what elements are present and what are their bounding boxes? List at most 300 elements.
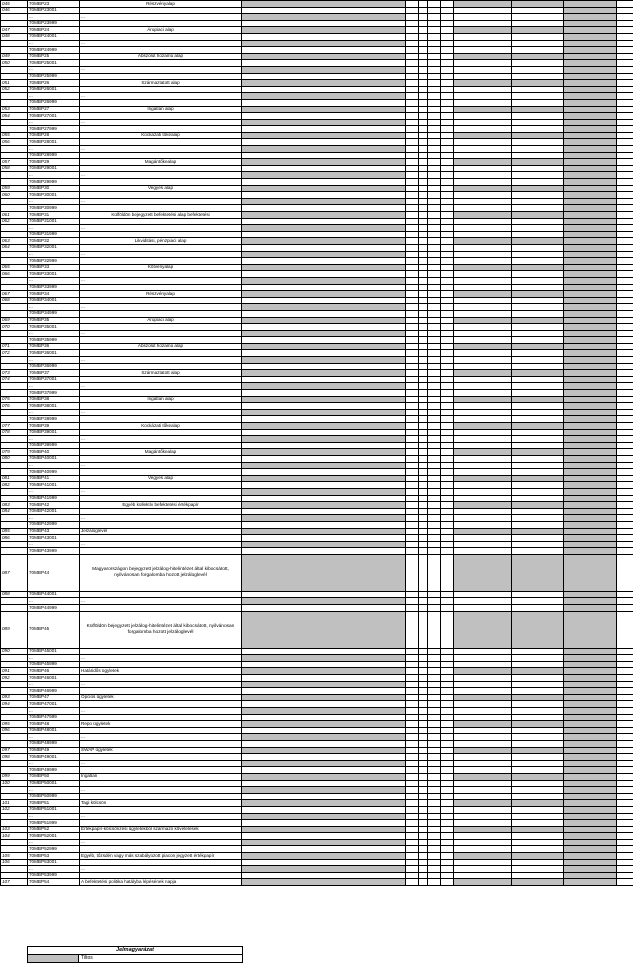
cell-d xyxy=(441,681,454,688)
cell-h xyxy=(617,879,633,886)
row-description: ... xyxy=(80,708,242,715)
cell-d xyxy=(441,528,454,535)
cell-e xyxy=(454,159,512,166)
table-row xyxy=(1,611,633,648)
table-row xyxy=(1,238,633,245)
cell-f xyxy=(512,740,564,747)
cell-e xyxy=(454,205,512,212)
cell-main xyxy=(242,159,406,166)
cell-h xyxy=(617,370,633,377)
cell-e xyxy=(454,701,512,708)
cell-g xyxy=(564,747,617,754)
cell-e xyxy=(454,225,512,232)
cell-a xyxy=(406,20,419,27)
cell-b xyxy=(419,820,428,827)
cell-main xyxy=(242,244,406,251)
cell-e xyxy=(454,93,512,100)
cell-b xyxy=(419,225,428,232)
cell-b xyxy=(419,403,428,410)
cell-g xyxy=(564,866,617,873)
cell-d xyxy=(441,264,454,271)
row-number: 074 xyxy=(1,376,28,383)
table-row xyxy=(1,225,633,232)
row-number: 077 xyxy=(1,423,28,430)
cell-b xyxy=(419,185,428,192)
cell-b xyxy=(419,376,428,383)
cell-b xyxy=(419,146,428,153)
cell-g xyxy=(564,172,617,179)
table-row xyxy=(1,740,633,747)
cell-c xyxy=(428,655,441,662)
cell-f xyxy=(512,701,564,708)
cell-e xyxy=(454,866,512,873)
cell-h xyxy=(617,363,633,370)
cell-main xyxy=(242,721,406,728)
cell-e xyxy=(454,383,512,390)
cell-g xyxy=(564,859,617,866)
cell-h xyxy=(617,86,633,93)
cell-e xyxy=(454,515,512,522)
row-code: 70MBP44001 xyxy=(28,591,80,598)
row-code: 70MBP43001 xyxy=(28,535,80,542)
table-row xyxy=(1,521,633,528)
table-row xyxy=(1,879,633,886)
row-description: ... xyxy=(80,760,242,767)
row-code: 70MBP37001 xyxy=(28,376,80,383)
cell-main xyxy=(242,605,406,612)
cell-b xyxy=(419,152,428,159)
cell-main xyxy=(242,304,406,311)
cell-f xyxy=(512,159,564,166)
cell-h xyxy=(617,297,633,304)
cell-g xyxy=(564,73,617,80)
cell-main xyxy=(242,172,406,179)
cell-main xyxy=(242,598,406,605)
row-code: 70MBP36 xyxy=(28,343,80,350)
cell-e xyxy=(454,740,512,747)
cell-g xyxy=(564,238,617,245)
cell-g xyxy=(564,708,617,715)
cell-h xyxy=(617,688,633,695)
table-row xyxy=(1,515,633,522)
cell-e xyxy=(454,304,512,311)
cell-b xyxy=(419,598,428,605)
cell-h xyxy=(617,165,633,172)
row-description xyxy=(80,152,242,159)
cell-d xyxy=(441,727,454,734)
row-description xyxy=(80,7,242,14)
cell-g xyxy=(564,554,617,591)
row-code: 70MBP49001 xyxy=(28,754,80,761)
cell-b xyxy=(419,442,428,449)
cell-e xyxy=(454,773,512,780)
cell-main xyxy=(242,800,406,807)
cell-e xyxy=(454,14,512,21)
row-code: 70MBP51001 xyxy=(28,806,80,813)
cell-d xyxy=(441,475,454,482)
cell-b xyxy=(419,33,428,40)
cell-h xyxy=(617,317,633,324)
table-row xyxy=(1,376,633,383)
row-number: 098 xyxy=(1,754,28,761)
cell-f xyxy=(512,27,564,34)
cell-main xyxy=(242,462,406,469)
row-number xyxy=(1,40,28,47)
cell-h xyxy=(617,139,633,146)
row-code: 70MBP43999 xyxy=(28,548,80,555)
cell-main xyxy=(242,106,406,113)
cell-h xyxy=(617,1,633,8)
cell-b xyxy=(419,846,428,853)
cell-c xyxy=(428,304,441,311)
cell-g xyxy=(564,376,617,383)
row-number xyxy=(1,462,28,469)
row-description: ... xyxy=(80,119,242,126)
row-description: ... xyxy=(80,866,242,873)
legend-swatch xyxy=(28,955,79,962)
cell-g xyxy=(564,475,617,482)
cell-b xyxy=(419,767,428,774)
cell-e xyxy=(454,212,512,219)
row-number xyxy=(1,793,28,800)
table-row xyxy=(1,554,633,591)
cell-d xyxy=(441,86,454,93)
cell-main xyxy=(242,754,406,761)
cell-a xyxy=(406,225,419,232)
cell-a xyxy=(406,515,419,522)
row-code: ... xyxy=(28,330,80,337)
table-row xyxy=(1,839,633,846)
cell-d xyxy=(441,73,454,80)
row-number xyxy=(1,416,28,423)
cell-c xyxy=(428,760,441,767)
cell-g xyxy=(564,853,617,860)
row-description: Magántőkealap xyxy=(80,449,242,456)
cell-h xyxy=(617,47,633,54)
table-row xyxy=(1,475,633,482)
cell-e xyxy=(454,853,512,860)
cell-b xyxy=(419,192,428,199)
cell-a xyxy=(406,780,419,787)
table-row xyxy=(1,416,633,423)
cell-c xyxy=(428,218,441,225)
cell-g xyxy=(564,806,617,813)
cell-e xyxy=(454,86,512,93)
cell-h xyxy=(617,740,633,747)
row-code: ... xyxy=(28,357,80,364)
cell-d xyxy=(441,591,454,598)
cell-c xyxy=(428,455,441,462)
cell-f xyxy=(512,343,564,350)
cell-main xyxy=(242,694,406,701)
row-code: 70MBP50 xyxy=(28,773,80,780)
cell-c xyxy=(428,73,441,80)
cell-h xyxy=(617,251,633,258)
cell-h xyxy=(617,714,633,721)
row-code: 70MBP28001 xyxy=(28,139,80,146)
cell-e xyxy=(454,370,512,377)
cell-d xyxy=(441,721,454,728)
row-code: 70MBP23 xyxy=(28,1,80,8)
cell-h xyxy=(617,462,633,469)
cell-h xyxy=(617,734,633,741)
cell-f xyxy=(512,297,564,304)
cell-h xyxy=(617,502,633,509)
row-code: 70MBP29001 xyxy=(28,165,80,172)
cell-c xyxy=(428,409,441,416)
row-number xyxy=(1,767,28,774)
row-description: Ingatlan xyxy=(80,773,242,780)
cell-main xyxy=(242,284,406,291)
cell-d xyxy=(441,813,454,820)
cell-a xyxy=(406,747,419,754)
cell-main xyxy=(242,681,406,688)
row-code: 70MBP23001 xyxy=(28,7,80,14)
cell-f xyxy=(512,172,564,179)
cell-c xyxy=(428,251,441,258)
cell-f xyxy=(512,390,564,397)
cell-f xyxy=(512,793,564,800)
table-row xyxy=(1,179,633,186)
cell-main xyxy=(242,773,406,780)
cell-g xyxy=(564,879,617,886)
row-description xyxy=(80,20,242,27)
cell-b xyxy=(419,469,428,476)
cell-c xyxy=(428,515,441,522)
cell-c xyxy=(428,370,441,377)
cell-f xyxy=(512,383,564,390)
cell-main xyxy=(242,806,406,813)
row-description: Jelzáloglevél xyxy=(80,528,242,535)
row-number: 091 xyxy=(1,668,28,675)
cell-c xyxy=(428,27,441,34)
table-row xyxy=(1,508,633,515)
row-code: 70MBP25 xyxy=(28,53,80,60)
cell-e xyxy=(454,297,512,304)
cell-main xyxy=(242,297,406,304)
row-code: 70MBP53001 xyxy=(28,859,80,866)
cell-e xyxy=(454,416,512,423)
cell-a xyxy=(406,119,419,126)
cell-e xyxy=(454,806,512,813)
cell-e xyxy=(454,310,512,317)
cell-h xyxy=(617,73,633,80)
cell-f xyxy=(512,317,564,324)
row-number: 087 xyxy=(1,554,28,591)
cell-a xyxy=(406,605,419,612)
cell-g xyxy=(564,591,617,598)
cell-c xyxy=(428,53,441,60)
cell-d xyxy=(441,119,454,126)
table-row xyxy=(1,27,633,34)
cell-d xyxy=(441,284,454,291)
cell-g xyxy=(564,727,617,734)
cell-g xyxy=(564,416,617,423)
row-description: Ingatlan alap xyxy=(80,106,242,113)
cell-c xyxy=(428,80,441,87)
cell-g xyxy=(564,231,617,238)
cell-a xyxy=(406,541,419,548)
cell-d xyxy=(441,139,454,146)
row-description xyxy=(80,113,242,120)
cell-b xyxy=(419,694,428,701)
cell-b xyxy=(419,747,428,754)
cell-g xyxy=(564,648,617,655)
cell-e xyxy=(454,73,512,80)
cell-d xyxy=(441,212,454,219)
cell-g xyxy=(564,93,617,100)
cell-a xyxy=(406,455,419,462)
cell-e xyxy=(454,721,512,728)
cell-b xyxy=(419,212,428,219)
row-code: 70MBP49999 xyxy=(28,767,80,774)
cell-c xyxy=(428,86,441,93)
cell-g xyxy=(564,264,617,271)
row-code: 70MBP52001 xyxy=(28,833,80,840)
cell-c xyxy=(428,833,441,840)
row-code: ... xyxy=(28,198,80,205)
cell-g xyxy=(564,535,617,542)
cell-d xyxy=(441,93,454,100)
cell-e xyxy=(454,330,512,337)
table-row xyxy=(1,436,633,443)
row-code: 70MBP33999 xyxy=(28,284,80,291)
row-number xyxy=(1,20,28,27)
cell-c xyxy=(428,238,441,245)
cell-g xyxy=(564,363,617,370)
row-number: 056 xyxy=(1,139,28,146)
table-row xyxy=(1,139,633,146)
cell-h xyxy=(617,132,633,139)
cell-b xyxy=(419,317,428,324)
row-code: 70MBP32 xyxy=(28,238,80,245)
row-number xyxy=(1,225,28,232)
cell-a xyxy=(406,357,419,364)
row-code: 70MBP40999 xyxy=(28,469,80,476)
cell-main xyxy=(242,879,406,886)
cell-d xyxy=(441,205,454,212)
cell-c xyxy=(428,47,441,54)
table-row xyxy=(1,806,633,813)
row-description: ... xyxy=(80,541,242,548)
cell-g xyxy=(564,271,617,278)
cell-main xyxy=(242,793,406,800)
cell-f xyxy=(512,251,564,258)
cell-e xyxy=(454,238,512,245)
row-code: 70MBP33 xyxy=(28,264,80,271)
cell-g xyxy=(564,357,617,364)
row-code: 70MBP25999 xyxy=(28,73,80,80)
cell-h xyxy=(617,655,633,662)
cell-g xyxy=(564,258,617,265)
row-description: ... xyxy=(80,40,242,47)
row-number: 088 xyxy=(1,591,28,598)
cell-d xyxy=(441,508,454,515)
cell-h xyxy=(617,475,633,482)
cell-f xyxy=(512,681,564,688)
legend-label: Tiltos xyxy=(81,955,93,961)
row-description xyxy=(80,442,242,449)
row-description: Kockázati tőkealap xyxy=(80,423,242,430)
cell-main xyxy=(242,727,406,734)
cell-a xyxy=(406,218,419,225)
cell-e xyxy=(454,591,512,598)
cell-main xyxy=(242,20,406,27)
table-row xyxy=(1,760,633,767)
row-code: ... xyxy=(28,598,80,605)
cell-c xyxy=(428,866,441,873)
cell-e xyxy=(454,337,512,344)
cell-d xyxy=(441,760,454,767)
cell-b xyxy=(419,231,428,238)
row-number xyxy=(1,740,28,747)
cell-h xyxy=(617,820,633,827)
row-number: 057 xyxy=(1,159,28,166)
cell-d xyxy=(441,376,454,383)
cell-c xyxy=(428,357,441,364)
cell-d xyxy=(441,185,454,192)
row-description xyxy=(80,297,242,304)
row-code: 70MBP46001 xyxy=(28,675,80,682)
row-description xyxy=(80,727,242,734)
cell-a xyxy=(406,271,419,278)
table-row xyxy=(1,747,633,754)
cell-e xyxy=(454,455,512,462)
cell-g xyxy=(564,813,617,820)
cell-a xyxy=(406,482,419,489)
row-description: ... xyxy=(80,304,242,311)
cell-g xyxy=(564,7,617,14)
cell-e xyxy=(454,605,512,612)
cell-main xyxy=(242,515,406,522)
row-number xyxy=(1,47,28,54)
cell-c xyxy=(428,806,441,813)
cell-e xyxy=(454,747,512,754)
row-number: 064 xyxy=(1,244,28,251)
cell-c xyxy=(428,727,441,734)
cell-h xyxy=(617,231,633,238)
cell-b xyxy=(419,86,428,93)
cell-f xyxy=(512,218,564,225)
row-description: Egyéb, tőzsdén vagy más szabályozott piacon jegyzett értékpapír xyxy=(80,853,242,860)
cell-main xyxy=(242,198,406,205)
row-code: ... xyxy=(28,708,80,715)
row-description xyxy=(80,648,242,655)
cell-f xyxy=(512,86,564,93)
cell-e xyxy=(454,554,512,591)
row-description: ... xyxy=(80,277,242,284)
cell-main xyxy=(242,521,406,528)
cell-h xyxy=(617,727,633,734)
cell-g xyxy=(564,132,617,139)
cell-c xyxy=(428,521,441,528)
cell-d xyxy=(441,416,454,423)
cell-a xyxy=(406,449,419,456)
cell-main xyxy=(242,99,406,106)
cell-a xyxy=(406,721,419,728)
cell-c xyxy=(428,675,441,682)
cell-h xyxy=(617,780,633,787)
cell-e xyxy=(454,655,512,662)
cell-b xyxy=(419,780,428,787)
table-row xyxy=(1,165,633,172)
cell-b xyxy=(419,734,428,741)
cell-g xyxy=(564,126,617,133)
row-code: 70MBP23999 xyxy=(28,20,80,27)
cell-b xyxy=(419,721,428,728)
cell-b xyxy=(419,165,428,172)
cell-e xyxy=(454,668,512,675)
